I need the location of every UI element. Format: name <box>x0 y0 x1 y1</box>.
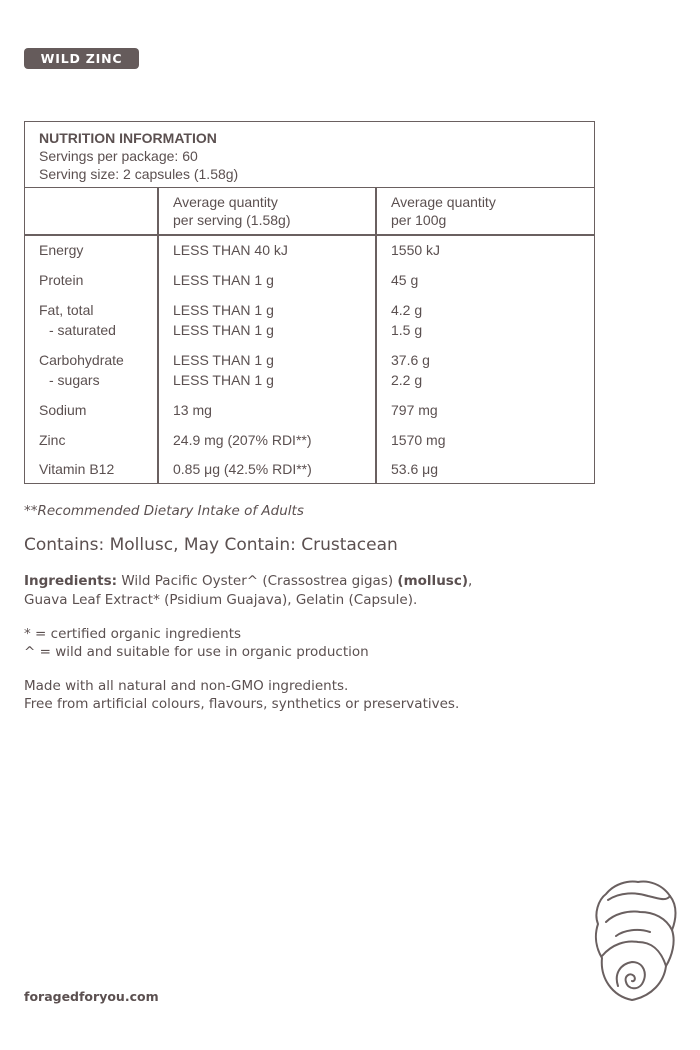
col-header-per-serving-2: per serving (1.58g) <box>173 212 291 228</box>
value-per-100g: 37.6 g <box>391 352 430 368</box>
value-per-serving: LESS THAN 1 g <box>173 372 274 388</box>
column-divider <box>157 188 159 483</box>
value-per-serving: 24.9 mg (207% RDI**) <box>173 432 312 448</box>
claim-natural: Made with all natural and non-GMO ingredients. <box>24 678 349 694</box>
value-per-100g: 53.6 μg <box>391 461 438 477</box>
col-header-per-100g-1: Average quantity <box>391 194 496 210</box>
value-per-100g: 1570 mg <box>391 432 446 448</box>
value-per-100g: 2.2 g <box>391 372 423 388</box>
serving-size: Serving size: 2 capsules (1.58g) <box>39 166 239 182</box>
product-badge: WILD ZINC <box>24 48 139 69</box>
nutrient-label: Energy <box>39 242 84 258</box>
value-per-serving: 13 mg <box>173 402 212 418</box>
nutrient-label: Vitamin B12 <box>39 461 115 477</box>
nutrition-title: NUTRITION INFORMATION <box>39 130 217 146</box>
value-per-serving: LESS THAN 1 g <box>173 322 274 338</box>
rdi-footnote: **Recommended Dietary Intake of Adults <box>24 503 304 519</box>
value-per-serving: LESS THAN 1 g <box>173 302 274 318</box>
value-per-serving: LESS THAN 1 g <box>173 272 274 288</box>
col-header-per-100g-2: per 100g <box>391 212 447 228</box>
nutrient-label: Sodium <box>39 402 87 418</box>
value-per-serving: LESS THAN 40 kJ <box>173 242 288 258</box>
ingredients-line-1 <box>24 572 472 591</box>
value-per-100g: 4.2 g <box>391 302 423 318</box>
nutrient-label: - sugars <box>49 372 100 388</box>
nutrient-label: Protein <box>39 272 84 288</box>
column-divider <box>375 188 377 483</box>
value-per-100g: 1.5 g <box>391 322 423 338</box>
legend-wild: ^ = wild and suitable for use in organic production <box>24 644 369 660</box>
website-link[interactable]: foragedforyou.com <box>24 989 159 1004</box>
ingredients-line-2: Guava Leaf Extract* (Psidium Guajava), Gelatin (Capsule). <box>24 592 418 608</box>
header-row-divider <box>25 234 594 236</box>
nutrient-label: Zinc <box>39 432 66 448</box>
oyster-icon <box>592 878 678 1004</box>
legend-organic: * = certified organic ingredients <box>24 626 242 642</box>
ingredients-allergen: (mollusc) <box>397 573 469 589</box>
nutrient-label: - saturated <box>49 322 116 338</box>
nutrient-label: Carbohydrate <box>39 352 124 368</box>
value-per-serving: 0.85 μg (42.5% RDI**) <box>173 461 312 477</box>
nutrition-panel <box>24 121 595 484</box>
servings-per-package: Servings per package: 60 <box>39 148 198 164</box>
nutrition-header <box>25 122 594 188</box>
ingredients-text: Wild Pacific Oyster^ (Crassostrea gigas) <box>117 573 398 589</box>
ingredients-comma: , <box>468 573 473 589</box>
value-per-100g: 797 mg <box>391 402 438 418</box>
nutrient-label: Fat, total <box>39 302 94 318</box>
ingredients-label: Ingredients: <box>24 573 118 589</box>
value-per-100g: 1550 kJ <box>391 242 441 258</box>
allergen-statement: Contains: Mollusc, May Contain: Crustacean <box>24 535 398 555</box>
col-header-per-serving-1: Average quantity <box>173 194 278 210</box>
claim-free-from: Free from artificial colours, flavours, synthetics or preservatives. <box>24 696 460 712</box>
value-per-100g: 45 g <box>391 272 419 288</box>
value-per-serving: LESS THAN 1 g <box>173 352 274 368</box>
